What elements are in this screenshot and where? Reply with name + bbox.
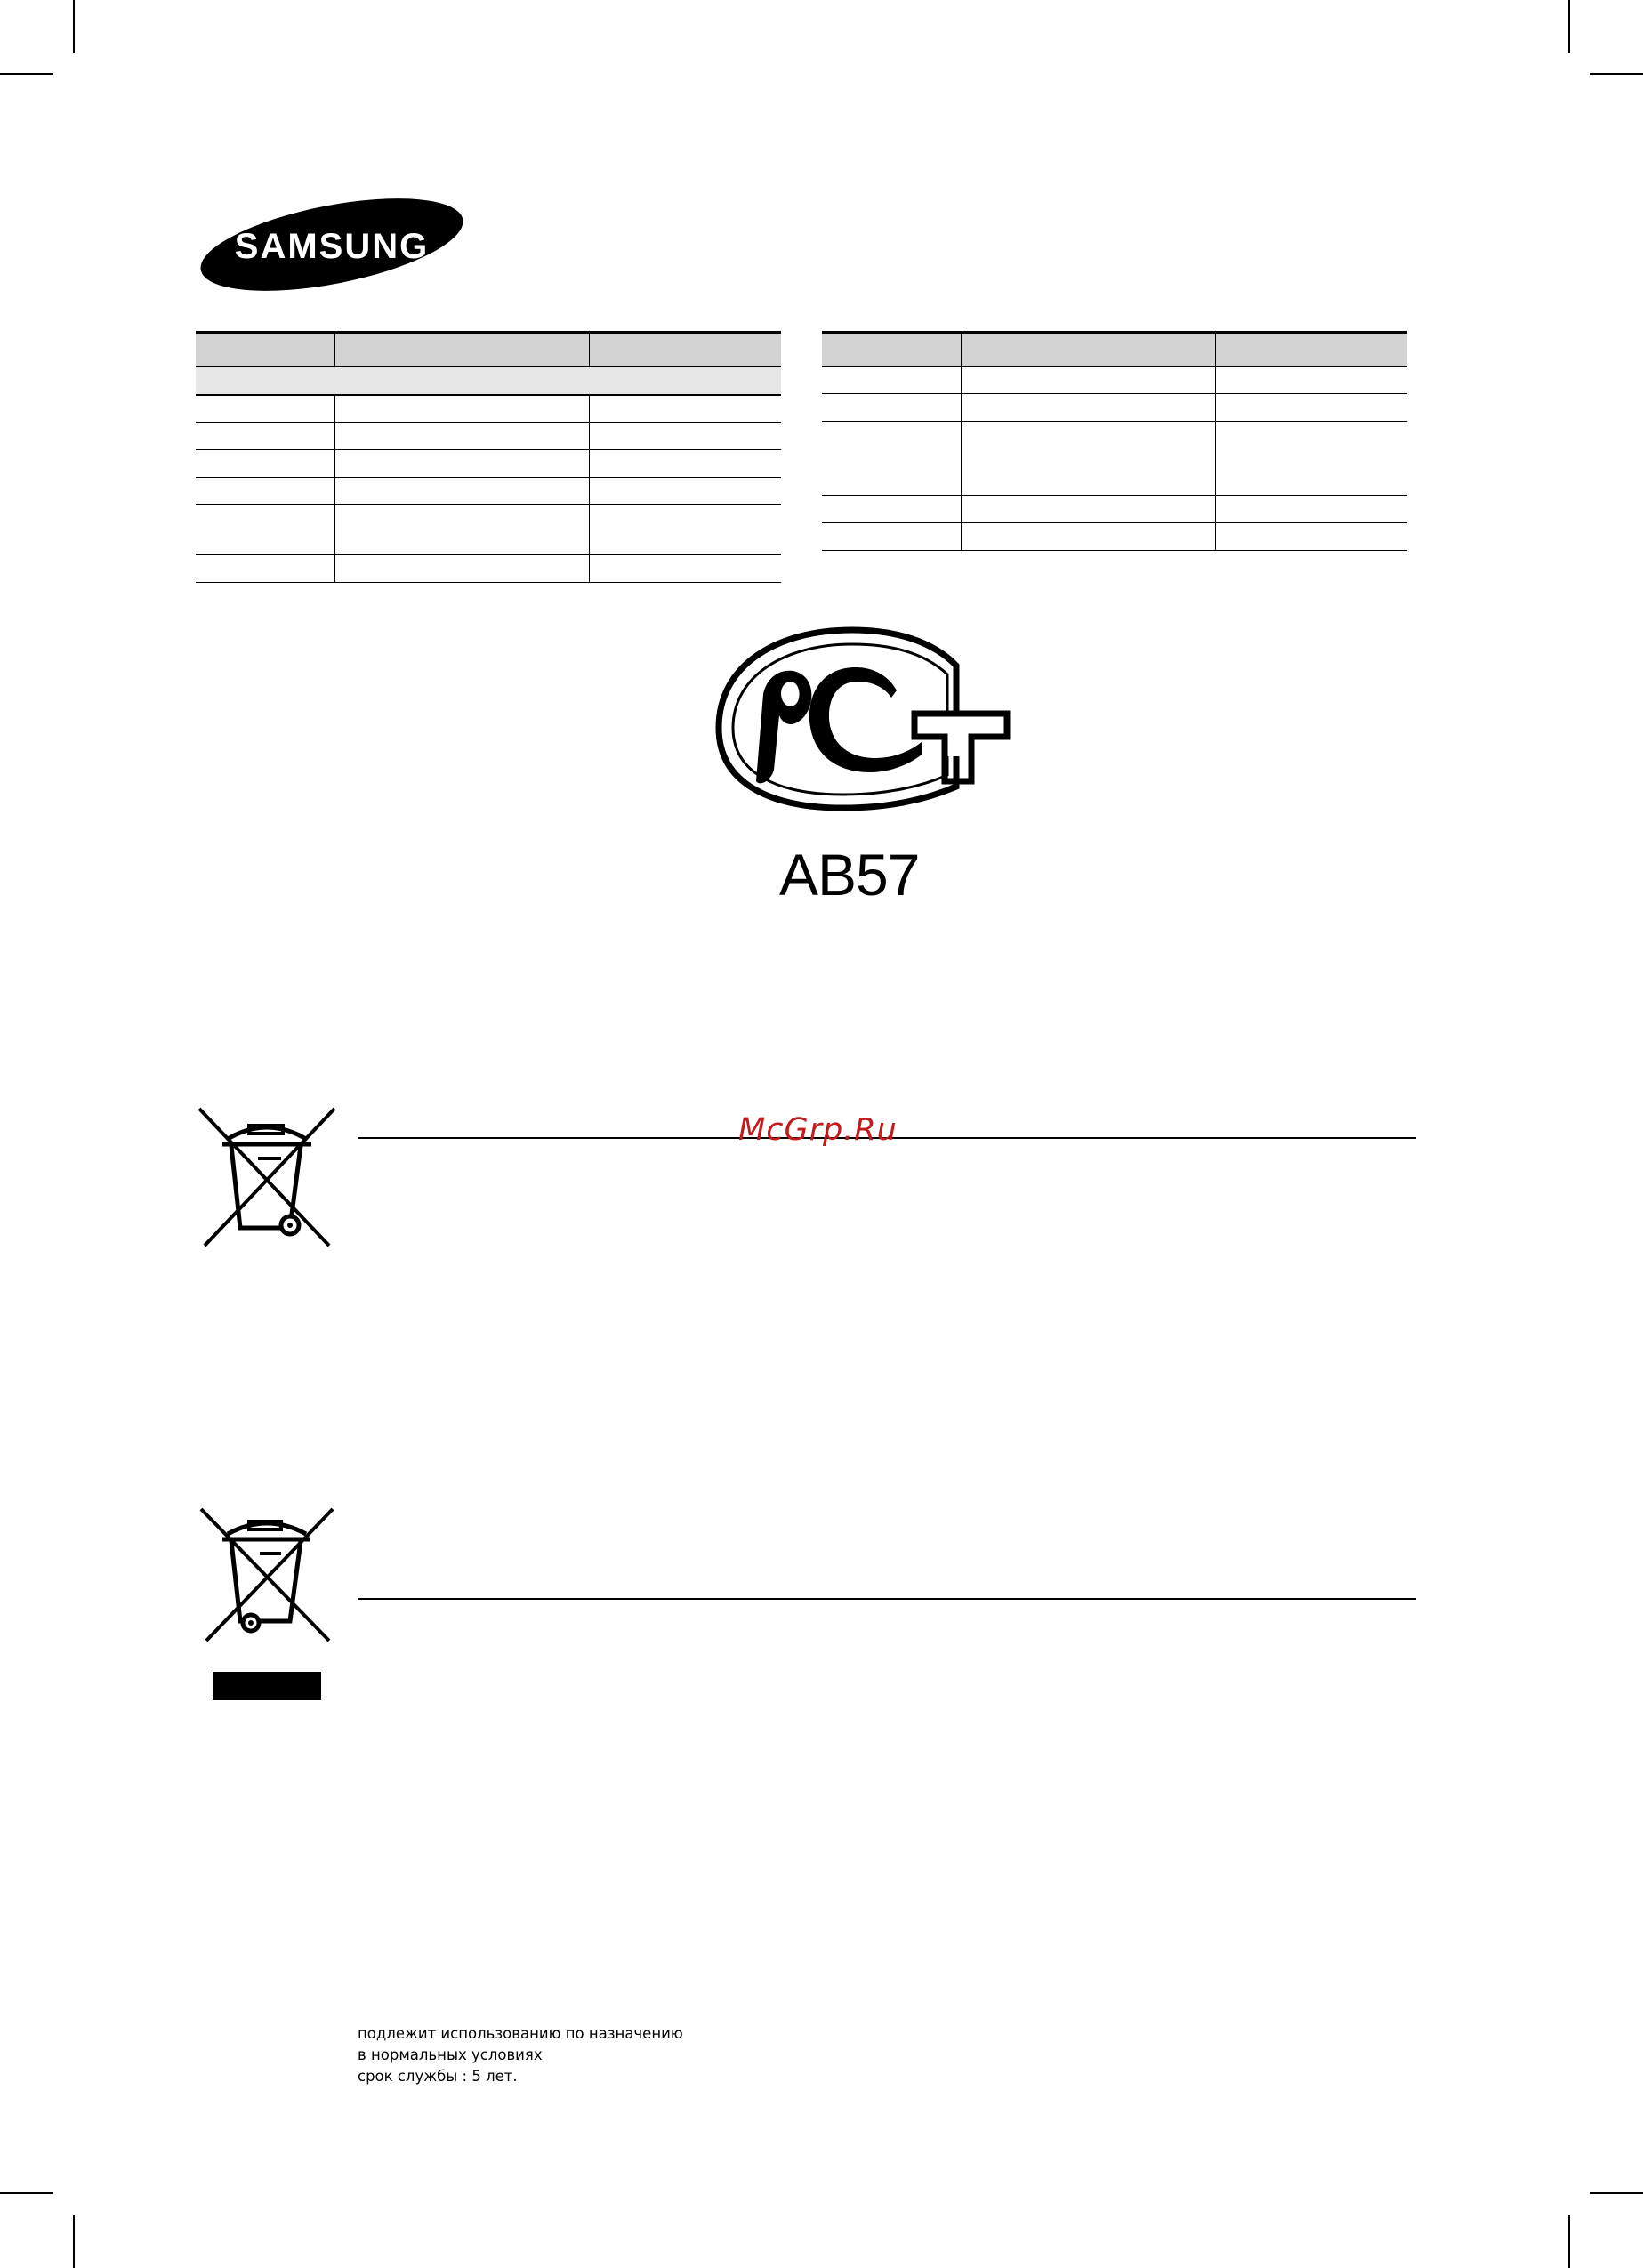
weee-black-bar — [213, 1672, 321, 1700]
crop-mark — [0, 73, 53, 75]
crop-mark — [0, 2192, 53, 2194]
note-line: подлежит использованию по назначению — [358, 2025, 683, 2042]
spec-table-left — [196, 331, 781, 583]
table-row — [196, 505, 781, 555]
samsung-logo — [197, 198, 466, 292]
section-divider — [358, 1598, 1416, 1600]
table-row — [822, 523, 1407, 551]
crop-mark — [1590, 73, 1643, 75]
table-row — [196, 478, 781, 505]
table-row — [822, 496, 1407, 523]
crop-mark — [1568, 0, 1570, 53]
table-header-row — [196, 333, 781, 367]
crop-mark — [1590, 2192, 1643, 2194]
weee-bin-icon — [197, 1504, 340, 1646]
table-row — [196, 395, 781, 423]
note-line: в нормальных условиях — [358, 2046, 543, 2063]
watermark-text: McGrp.Ru — [738, 1112, 898, 1148]
note-line: срок службы : 5 лет. — [358, 2068, 518, 2085]
table-row — [822, 394, 1407, 422]
table-subheader-row — [196, 367, 781, 395]
table-row — [196, 450, 781, 478]
crop-mark — [73, 2215, 75, 2268]
table-row — [196, 555, 781, 583]
spec-table-right — [822, 331, 1407, 551]
weee-bin-icon — [196, 1103, 338, 1250]
crop-mark — [73, 0, 75, 53]
pct-certification-logo — [712, 623, 1014, 823]
table-row — [822, 422, 1407, 496]
pct-mark-text: РСТ — [712, 623, 713, 624]
samsung-logo-text: SAMSUNG — [234, 227, 430, 266]
crop-mark — [1568, 2215, 1570, 2268]
service-life-note — [358, 2023, 683, 2087]
table-row — [196, 423, 781, 450]
table-row — [822, 367, 1407, 394]
table-header-row — [822, 333, 1407, 367]
certification-code: AB57 — [779, 842, 920, 908]
